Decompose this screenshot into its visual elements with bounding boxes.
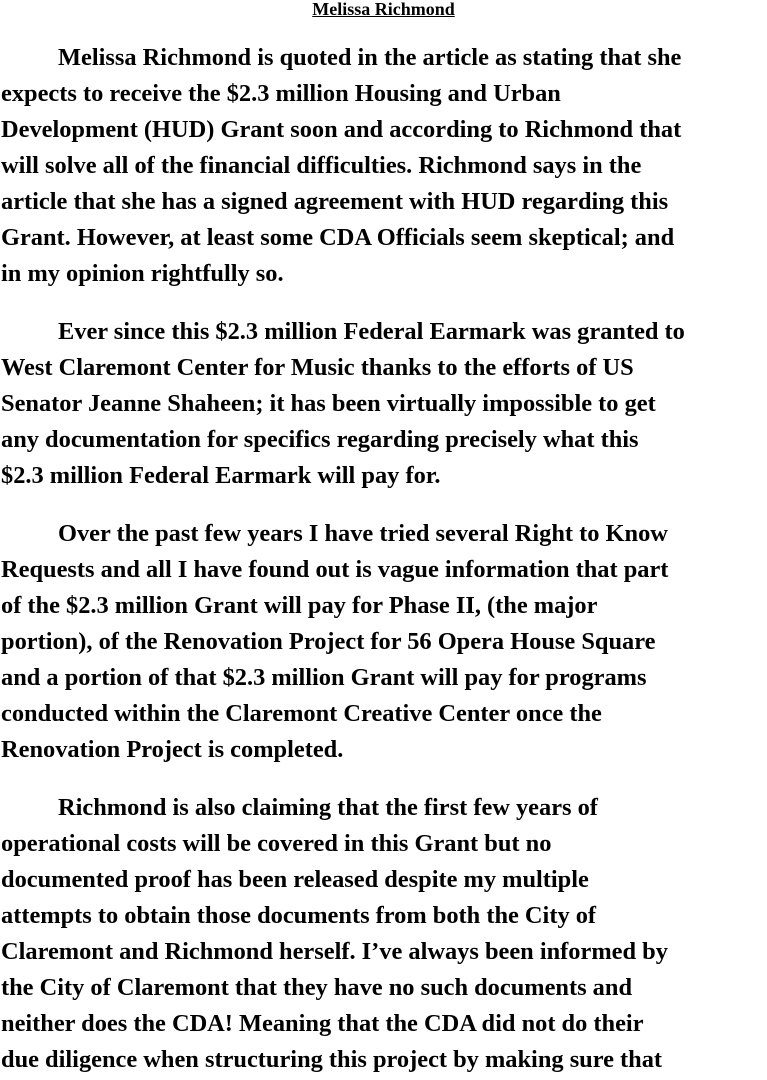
text-line: will solve all of the financial difficulties. Richmond says in the: [1, 152, 642, 179]
text-line: in my opinion rightfully so.: [1, 260, 284, 287]
text-line: documented proof has been released despite my multiple: [1, 866, 589, 893]
text-line: expects to receive the $2.3 million Housing and Urban: [1, 80, 561, 107]
text-line: Over the past few years I have tried several Right to Know: [58, 520, 668, 547]
text-line: operational costs will be covered in this Grant but no: [1, 830, 552, 857]
text-line: Requests and all I have found out is vague information that part: [1, 556, 669, 583]
text-line: due diligence when structuring this project by making sure that: [1, 1046, 663, 1073]
text-line: article that she has a signed agreement with HUD regarding this: [1, 188, 669, 215]
text-line: conducted within the Claremont Creative Center once the: [1, 700, 602, 727]
text-line: neither does the CDA! Meaning that the CDA did not do their: [1, 1010, 644, 1037]
text-line: Senator Jeanne Shaheen; it has been virtually impossible to get: [1, 390, 656, 417]
text-line: Melissa Richmond is quoted in the article as stating that she: [58, 44, 682, 71]
text-line: Claremont and Richmond herself. I’ve always been informed by: [1, 938, 668, 965]
text-line: Development (HUD) Grant soon and according to Richmond that: [1, 116, 682, 143]
document-title: Melissa Richmond: [312, 0, 455, 19]
text-line: of the $2.3 million Grant will pay for Phase II, (the major: [1, 592, 598, 619]
text-line: Ever since this $2.3 million Federal Earmark was granted to: [58, 318, 685, 345]
text-line: the City of Claremont that they have no such documents and: [1, 974, 633, 1001]
text-line: and a portion of that $2.3 million Grant will pay for programs: [1, 664, 647, 691]
text-line: Richmond is also claiming that the first few years of: [58, 794, 598, 821]
text-line: any documentation for specifics regarding precisely what this: [1, 426, 639, 453]
text-line: West Claremont Center for Music thanks to the efforts of US: [1, 354, 634, 381]
text-line: Renovation Project is completed.: [1, 736, 344, 763]
text-line: Grant. However, at least some CDA Officials seem skeptical; and: [1, 224, 675, 251]
text-line: attempts to obtain those documents from both the City of: [1, 902, 597, 929]
text-line: $2.3 million Federal Earmark will pay for.: [1, 462, 441, 489]
text-line: portion), of the Renovation Project for 56 Opera House Square: [1, 628, 656, 655]
